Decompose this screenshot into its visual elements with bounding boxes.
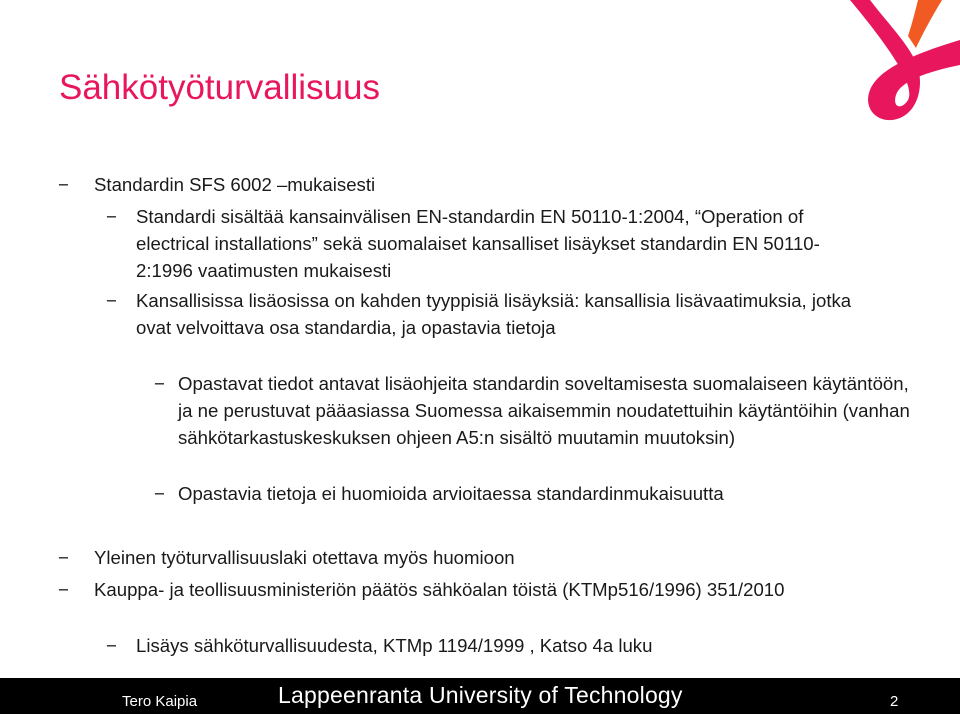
bullet-item bbox=[58, 544, 934, 571]
bullet-item bbox=[106, 203, 876, 284]
bullet-item bbox=[154, 480, 938, 507]
bullet-item bbox=[58, 576, 914, 603]
bullet-item bbox=[106, 287, 866, 341]
bullet-item bbox=[154, 370, 918, 451]
bullet-dash: − bbox=[154, 373, 165, 394]
bullet-dash: − bbox=[58, 579, 69, 600]
bullet-dash: − bbox=[154, 483, 165, 504]
bullet-item bbox=[58, 171, 934, 198]
bullet-text: Opastavat tiedot antavat lisäohjeita standardin soveltamisesta suomalaiseen käytäntöön, ja ne perustuvat pääasiassa Suomessa aikaisemmin noudatettuihin käytäntöihin (vanhan sähkötarkastuskeskuksen ohjeen A5:n sisältö muutamin muutoksin) bbox=[178, 373, 910, 448]
footer-university-name: Lappeenranta University of Technology bbox=[278, 682, 683, 708]
bullet-text: Opastavia tietoja ei huomioida arvioitaessa standardinmukaisuutta bbox=[178, 483, 724, 504]
bullet-text: Standardin SFS 6002 –mukaisesti bbox=[94, 174, 376, 195]
bullet-item bbox=[106, 632, 916, 659]
bullet-dash: − bbox=[58, 547, 69, 568]
bullet-dash: − bbox=[106, 290, 117, 311]
bullet-text: Kansallisissa lisäosissa on kahden tyyppisiä lisäyksiä: kansallisia lisävaatimuksia, jotka ovat velvoittava osa standardia, ja opastavia tietoja bbox=[136, 290, 852, 338]
lut-logo-icon bbox=[830, 0, 960, 140]
bullet-text: Yleinen työturvallisuuslaki otettava myös huomioon bbox=[94, 547, 515, 568]
bullet-text: Lisäys sähköturvallisuudesta, KTMp 1194/1999 , Katso 4a luku bbox=[136, 635, 653, 656]
logo-stroke-pink bbox=[850, 0, 960, 120]
page-number: 2 bbox=[890, 693, 899, 710]
bullet-dash: − bbox=[58, 174, 69, 195]
bullet-text: Standardi sisältää kansainvälisen EN-standardin EN 50110-1:2004, “Operation of electrical installations” sekä suomalaiset kansalliset lisäykset standardin EN 50110-2:1996 vaatimusten mukaisesti bbox=[136, 206, 820, 281]
footer-author: Tero Kaipia bbox=[122, 693, 198, 710]
logo-stroke-orange bbox=[908, 0, 942, 48]
bullet-text: Kauppa- ja teollisuusministeriön päätös sähköalan töistä (KTMp516/1996) 351/2010 bbox=[94, 579, 785, 600]
slide-title: Sähkötyöturvallisuus bbox=[59, 68, 380, 107]
bullet-dash: − bbox=[106, 206, 117, 227]
bullet-dash: − bbox=[106, 635, 117, 656]
